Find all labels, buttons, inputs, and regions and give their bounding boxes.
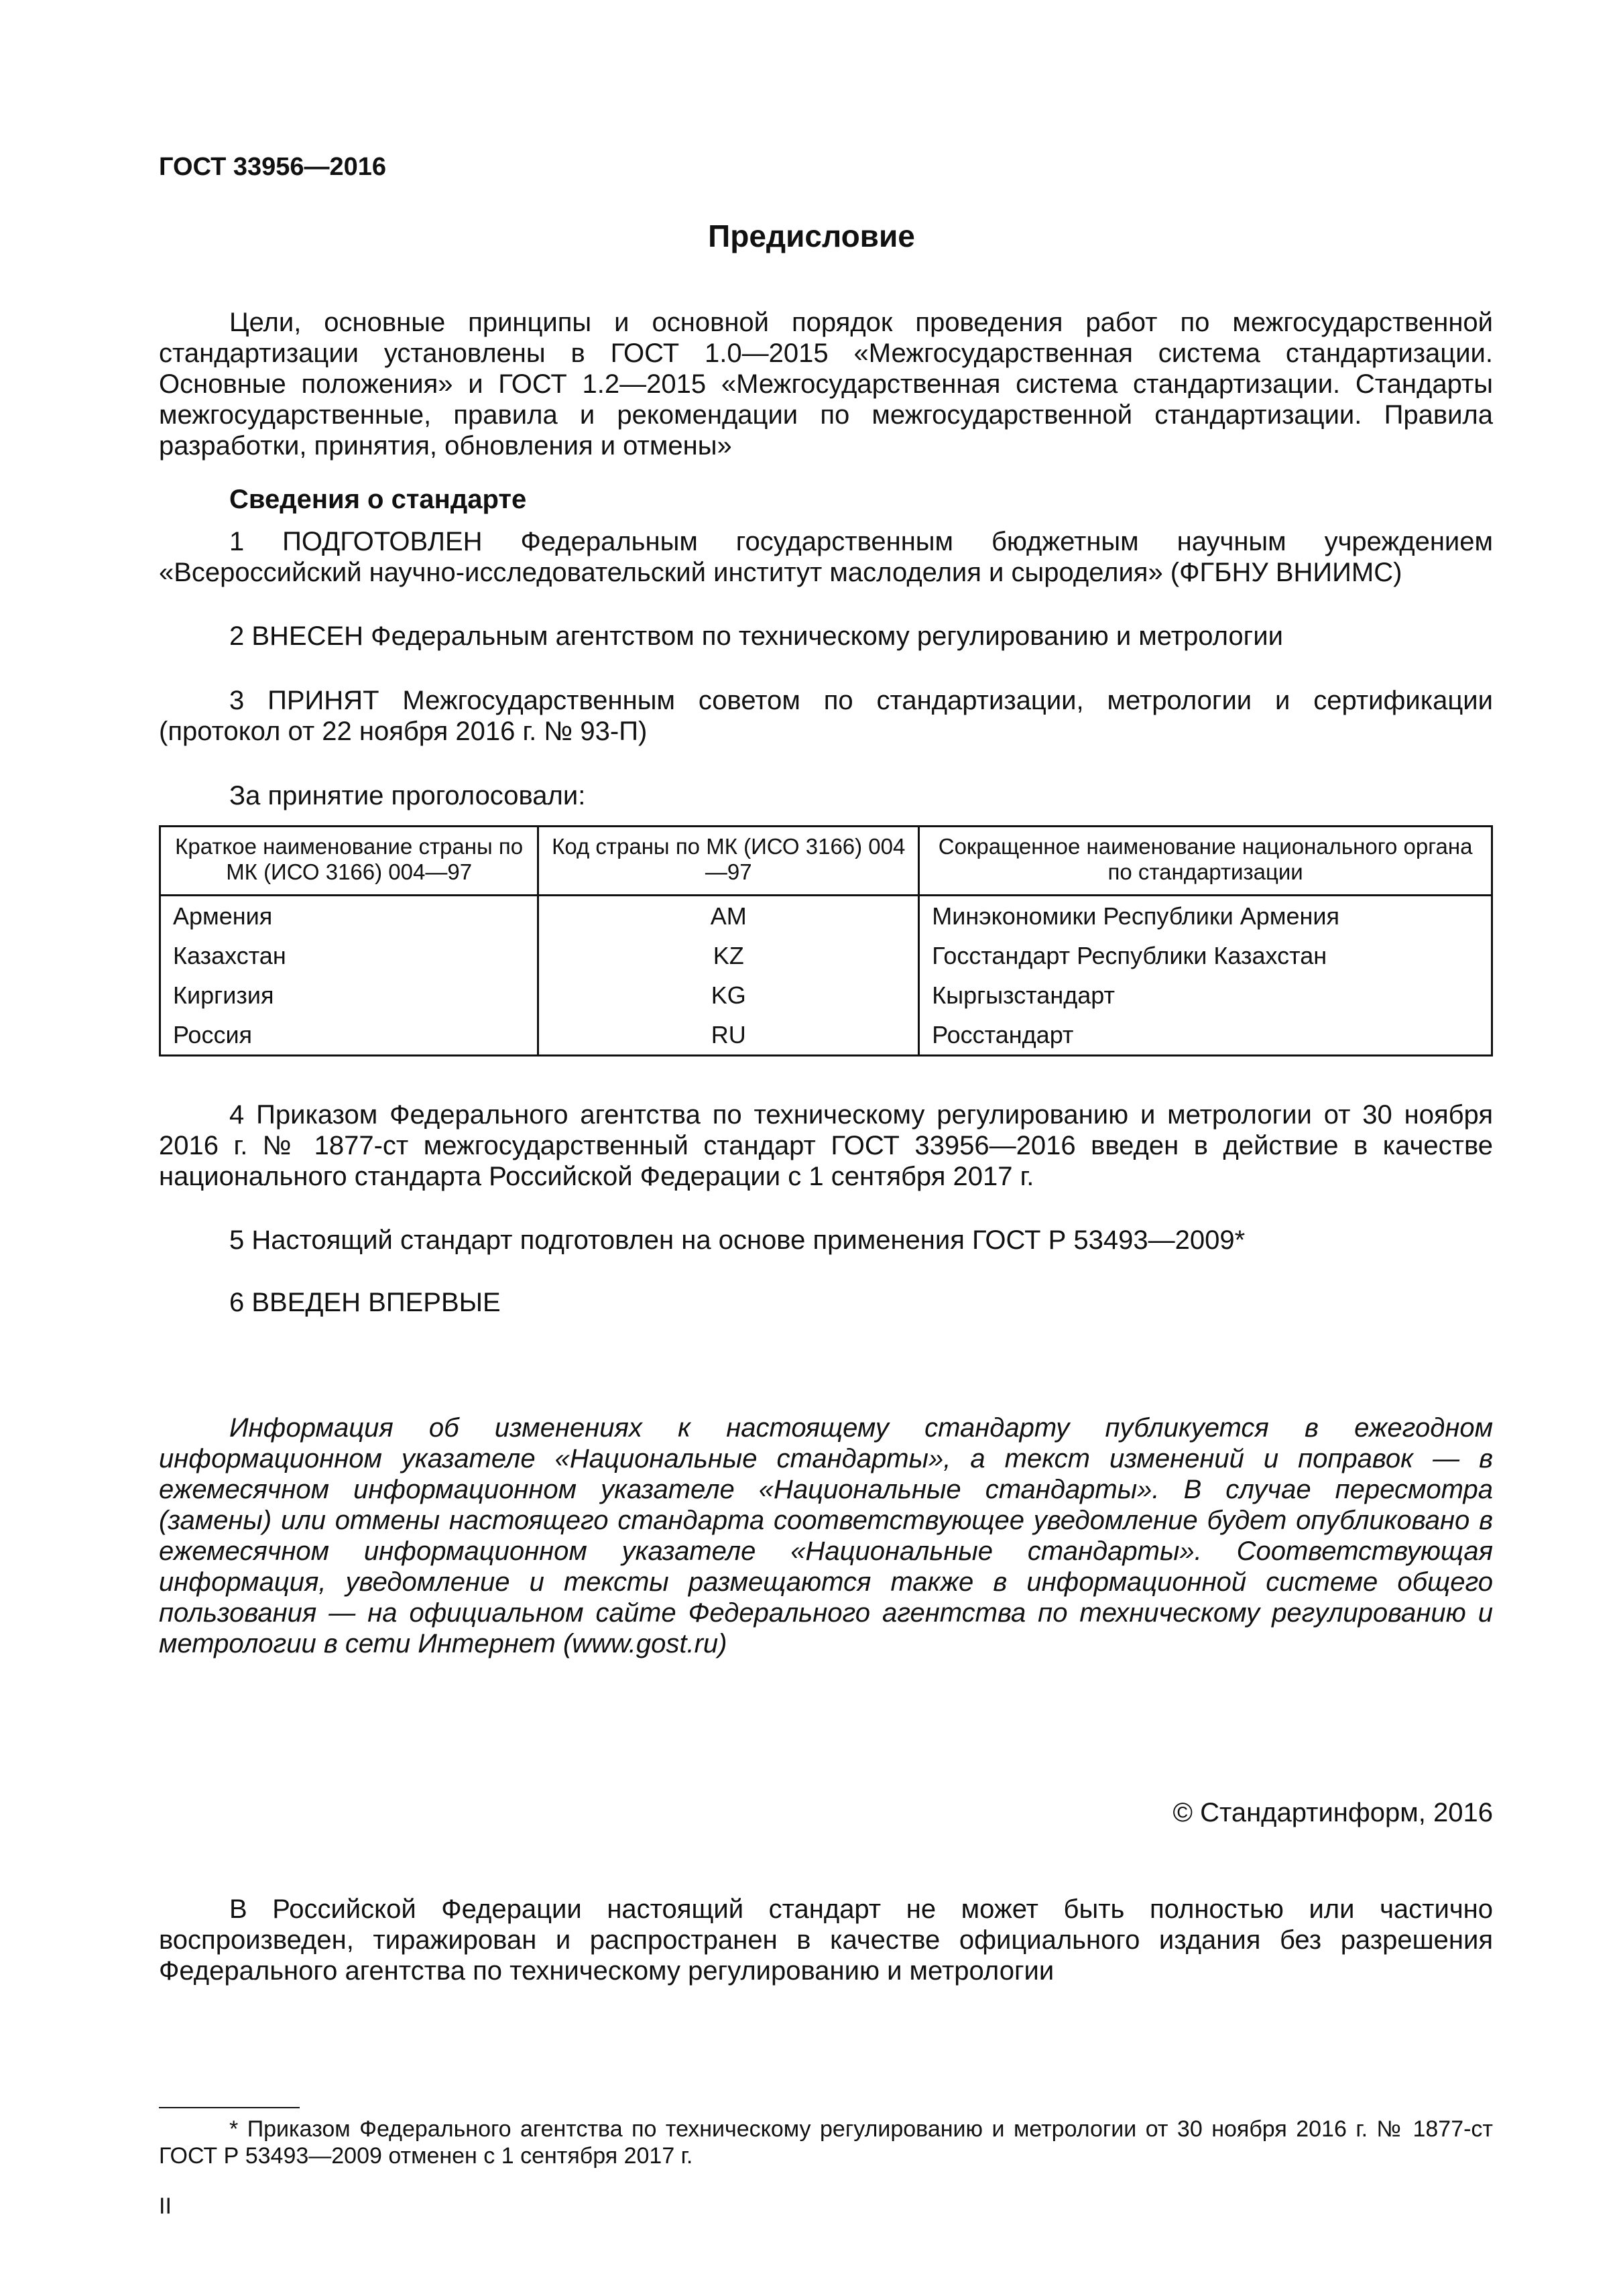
- table-row: [160, 936, 1492, 975]
- cell-code: RU: [538, 1015, 919, 1056]
- table-row: [160, 975, 1492, 1015]
- item-6-first-introduced: 6 ВВЕДЕН ВПЕРВЫЕ: [229, 1288, 501, 1317]
- changes-info-notice: Информация об изменениях к настоящему стандарту публикуется в ежегодном информационном указателе «Национальные стандарты», а текст изменений и поправок — в ежемесячном информационном указателе «Национальные стандарты». В случае пересмотра (замены) или отмены настоящего стандарта соответствующее уведомление будет опубликовано в ежемесячном информационном указателе «Национальные стандарты». Соответствующая информация, уведомление и тексты размещаются также в информационной системе общего пользования — на официальном сайте Федерального агентства по техническому регулированию и метрологии в сети Интернет (www.gost.ru): [159, 1413, 1493, 1658]
- table-row: [160, 1015, 1492, 1056]
- item-2-submitted-by: 2 ВНЕСЕН Федеральным агентством по техническому регулированию и метрологии: [229, 621, 1283, 651]
- cell-body: Росстандарт: [919, 1015, 1492, 1056]
- voted-label: За принятие проголосовали:: [229, 781, 586, 810]
- item-1-prepared-by: 1 ПОДГОТОВЛЕН Федеральным государственным бюджетным научным учреждением «Всероссийский научно-исследовательский институт маслоделия и сыроделия» (ФГБНУ ВНИИМС): [159, 527, 1493, 587]
- footnote-divider: [159, 2107, 300, 2108]
- reproduction-notice: В Российской Федерации настоящий стандарт не может быть полностью или частично воспроизведен, тиражирован и распространен в качестве официального издания без разрешения Федерального агентства по техническому регулированию и метрологии: [159, 1894, 1493, 1986]
- footnote: * Приказом Федерального агентства по техническому регулированию и метрологии от 30 ноября 2016 г. № 1877-ст ГОСТ Р 53493—2009 отменен с 1 сентября 2017 г.: [159, 2116, 1493, 2169]
- section-heading: Сведения о стандарте: [229, 485, 527, 514]
- table-row: [160, 896, 1492, 936]
- page-number: II: [159, 2193, 172, 2219]
- copyright: © Стандартинформ, 2016: [1173, 1798, 1493, 1827]
- cell-code: AM: [538, 896, 919, 936]
- cell-body: Минэкономики Республики Армения: [919, 896, 1492, 936]
- cell-country: Казахстан: [160, 936, 538, 975]
- cell-country: Армения: [160, 896, 538, 936]
- cell-body: Кыргызстандарт: [919, 975, 1492, 1015]
- item-5-basis: 5 Настоящий стандарт подготовлен на основе применения ГОСТ Р 53493—2009*: [229, 1225, 1246, 1255]
- table-header-row: [160, 827, 1492, 896]
- votes-table: [159, 825, 1493, 1056]
- intro-paragraph: Цели, основные принципы и основной порядок проведения работ по межгосударственной стандартизации установлены в ГОСТ 1.0—2015 «Межгосударственная система стандартизации. Основные положения» и ГОСТ 1.2—2015 «Межгосударственная система стандартизации. Стандарты межгосударственные, правила и рекомендации по межгосударственной стандартизации. Правила разработки, принятия, обновления и отмены»: [159, 308, 1493, 461]
- cell-body: Госстандарт Республики Казахстан: [919, 936, 1492, 975]
- column-header-code: Код страны по МК (ИСО 3166) 004—97: [538, 827, 919, 896]
- cell-country: Киргизия: [160, 975, 538, 1015]
- cell-code: KG: [538, 975, 919, 1015]
- document-code-header: ГОСТ 33956—2016: [159, 153, 387, 181]
- column-header-country: Краткое наименование страны по МК (ИСО 3166) 004—97: [160, 827, 538, 896]
- item-4-order: 4 Приказом Федерального агентства по техническому регулированию и метрологии от 30 ноября 2016 г. № 1877-ст межгосударственный стандарт ГОСТ 33956—2016 введен в действие в качестве национального стандарта Российской Федерации с 1 сентября 2017 г.: [159, 1100, 1493, 1191]
- item-3-adopted-by: 3 ПРИНЯТ Межгосударственным советом по стандартизации, метрологии и сертификации (протокол от 22 ноября 2016 г. № 93-П): [159, 686, 1493, 746]
- cell-code: KZ: [538, 936, 919, 975]
- column-header-body: Сокращенное наименование национального органа по стандартизации: [919, 827, 1492, 896]
- page-title: Предисловие: [708, 219, 915, 253]
- cell-country: Россия: [160, 1015, 538, 1056]
